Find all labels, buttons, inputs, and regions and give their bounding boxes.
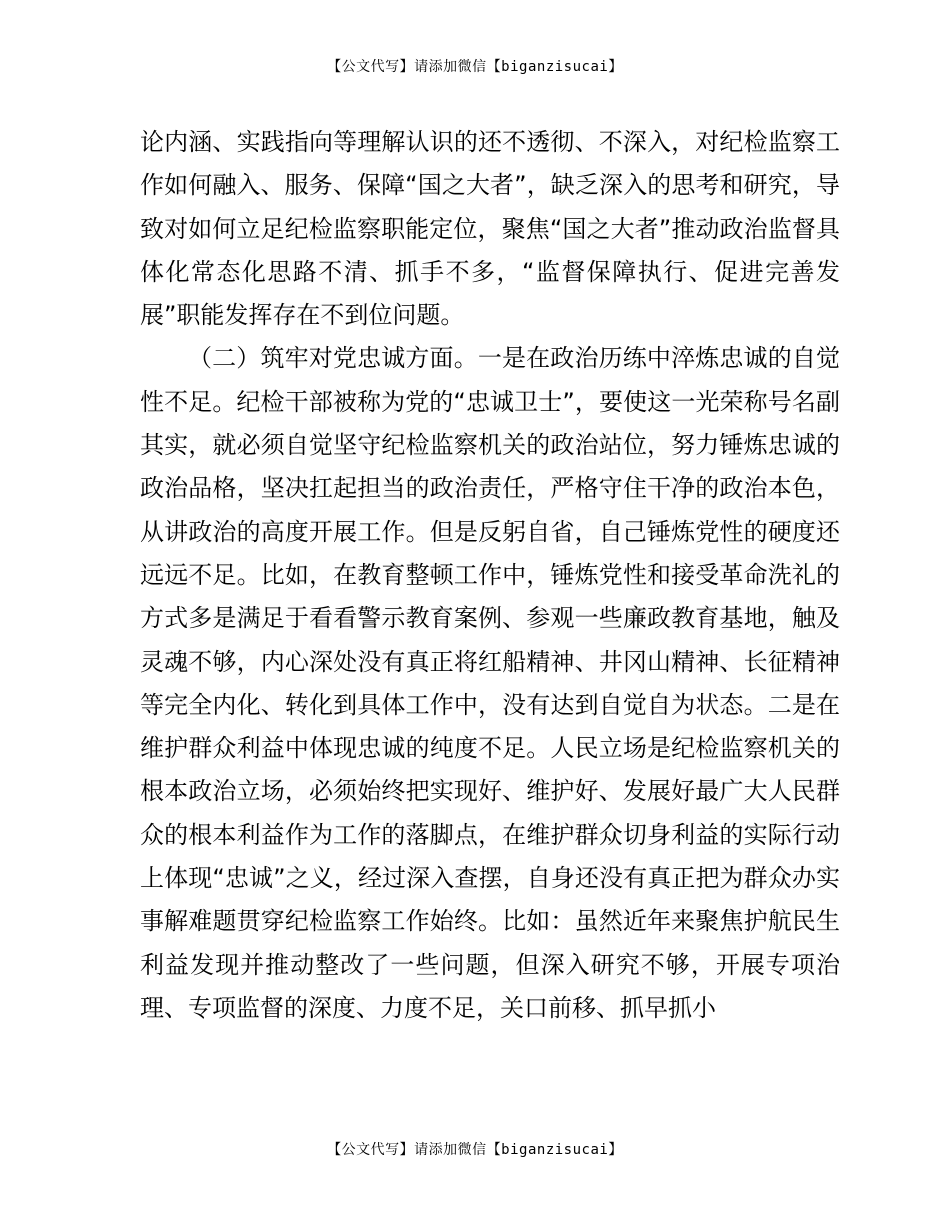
- footer-text-end: 】: [608, 1142, 623, 1158]
- page-footer: [0, 1139, 950, 1159]
- paragraph-continued: 论内涵、实践指向等理解认识的还不透彻、不深入，对纪检监察工作如何融入、服务、保障“国之大者”，缺乏深入的思考和研究，导致对如何立足纪检监察职能定位，聚焦“国之大者”推动政治监督具体化常态化思路不清、抓手不多，“监督保障执行、促进完善发展”职能发挥存在不到位问题。: [140, 128, 840, 330]
- paragraph-loyalty: （二）筑牢对党忠诚方面。一是在政治历练中淬炼忠诚的自觉性不足。纪检干部被称为党的“忠诚卫士”，要使这一光荣称号名副其实，就必须自觉坚守纪检监察机关的政治站位，努力锤炼忠诚的政治品格，坚决扛起担当的政治责任，严格守住干净的政治本色，从讲政治的高度开展工作。但是反躬自省，自己锤炼党性的硬度还远远不足。比如，在教育整顿工作中，锤炼党性和接受革命洗礼的方式多是满足于看看警示教育案例、参观一些廉政教育基地，触及灵魂不够，内心深处没有真正将红船精神、井冈山精神、长征精神等完全内化、转化到具体工作中，没有达到自觉自为状态。二是在维护群众利益中体现忠诚的纯度不足。人民立场是纪检监察机关的根本政治立场，必须始终把实现好、维护好、发展好最广大人民群众的根本利益作为工作的落脚点，在维护群众切身利益的实际行动上体现“忠诚”之义，经过深入查摆，自身还没有真正把为群众办实事解难题贯穿纪检监察工作始终。比如：虽然近年来聚焦护航民生利益发现并推动整改了一些问题，但深入研究不够，开展专项治理、专项监督的深度、力度不足，关口前移、抓早抓小: [140, 344, 840, 1022]
- footer-wechat-id: biganzisucai: [501, 1142, 609, 1158]
- page-header: [0, 56, 950, 76]
- header-wechat-id: biganzisucai: [501, 59, 609, 75]
- header-text-end: 】: [608, 59, 623, 75]
- footer-text: 【公文代写】请添加微信【: [327, 1142, 502, 1158]
- header-text: 【公文代写】请添加微信【: [327, 59, 502, 75]
- document-body: [140, 121, 840, 1030]
